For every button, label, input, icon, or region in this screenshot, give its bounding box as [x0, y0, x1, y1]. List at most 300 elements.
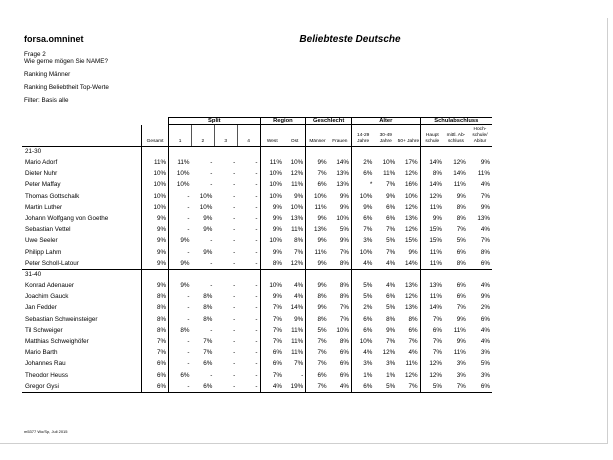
value-cell: 9% [142, 247, 169, 258]
value-cell: 1% [363, 371, 373, 379]
value-cell: 12% [453, 159, 466, 166]
value-cell: 10% [359, 338, 373, 346]
value-cell: 9% [284, 314, 306, 325]
value-cell: - [210, 282, 213, 290]
value-cell: 10% [199, 192, 213, 200]
value-cell: 9% [363, 203, 373, 211]
value-cell: - [237, 358, 260, 369]
value-cell: 6% [456, 282, 466, 290]
column-header: Gesamt [142, 125, 169, 147]
value-cell: 11% [397, 358, 420, 369]
person-name: Dieter Nuhr [22, 168, 142, 179]
value-cell: 12% [429, 371, 442, 379]
value-cell: 12% [382, 349, 396, 357]
value-cell: 7% [397, 336, 420, 347]
value-cell: 11% [429, 248, 442, 256]
person-name: Sebastian Schweinsteiger [22, 314, 142, 325]
value-cell: 8% [480, 248, 490, 256]
value-cell: 6% [352, 381, 375, 393]
value-cell: 7% [386, 248, 396, 256]
value-cell: - [237, 224, 260, 235]
column-header: 1 [169, 125, 192, 147]
column-header: Frauen [329, 125, 352, 147]
value-cell: 13% [397, 213, 420, 224]
value-cell: 7% [284, 247, 306, 258]
value-cell: 6% [363, 170, 373, 178]
table-row [22, 336, 492, 347]
value-cell: 10% [269, 192, 282, 200]
value-cell: 9% [480, 293, 490, 301]
column-header: Ost [284, 125, 306, 147]
value-cell: 4% [386, 259, 396, 267]
value-cell: 6% [329, 370, 352, 381]
value-cell: 11% [142, 157, 169, 168]
value-cell: 6% [329, 347, 352, 358]
value-cell: - [210, 326, 213, 334]
value-cell: 8% [317, 293, 327, 301]
value-cell: 9% [317, 237, 327, 245]
value-cell: 9% [456, 315, 466, 323]
value-cell: 7% [386, 181, 396, 189]
value-cell: 8% [456, 203, 466, 211]
value-cell: 12% [284, 258, 306, 270]
table-row [22, 347, 492, 358]
value-cell: 8% [329, 291, 352, 302]
value-cell: 7% [272, 315, 282, 323]
value-cell: - [237, 258, 260, 270]
value-cell: 12% [397, 168, 420, 179]
value-cell: 8% [456, 215, 466, 223]
section-header [22, 270, 492, 281]
value-cell: 13% [397, 280, 420, 291]
person-name: Mario Adorf [22, 157, 142, 168]
table-row [22, 280, 492, 291]
column-header: 3 [214, 125, 237, 147]
value-cell: 6% [329, 358, 352, 369]
value-cell: 6% [180, 371, 190, 379]
table-row [22, 302, 492, 313]
person-name: Philipp Lahm [22, 247, 142, 258]
value-cell: 9% [272, 215, 282, 223]
value-cell: 7% [317, 338, 327, 346]
value-cell: - [233, 360, 236, 368]
value-cell: 11% [284, 336, 306, 347]
value-cell: 8% [142, 291, 169, 302]
value-cell: 10% [397, 191, 420, 202]
ranking-kind: Ranking Beliebtheit Top-Werte [24, 84, 109, 91]
value-cell: 8% [386, 315, 396, 323]
value-cell: 6% [317, 181, 327, 189]
value-cell: 13% [314, 226, 327, 234]
value-cell: 6% [363, 315, 373, 323]
value-cell: 12% [397, 370, 420, 381]
value-cell: 9% [180, 259, 190, 267]
footer-note: m5377 Wo/Sp, Juli 2015 [24, 429, 68, 434]
brand-name: forsa.omninet [24, 34, 84, 44]
person-name: Martin Luther [22, 202, 142, 213]
person-name: Thomas Gottschalk [22, 191, 142, 202]
value-cell: 6% [386, 203, 396, 211]
value-cell: - [210, 259, 213, 267]
value-cell: 11% [284, 179, 306, 190]
page-edge-right [607, 18, 608, 443]
value-cell: 12% [397, 202, 420, 213]
value-cell: 14% [284, 302, 306, 313]
value-cell: 14% [329, 157, 352, 168]
value-cell: 5% [420, 381, 444, 393]
value-cell: 3% [480, 349, 490, 357]
value-cell: 5% [386, 237, 396, 245]
table-row [22, 314, 492, 325]
value-cell: 4% [363, 349, 373, 357]
value-cell: 10% [142, 202, 169, 213]
value-cell: 10% [329, 325, 352, 336]
value-cell: 10% [269, 237, 282, 245]
value-cell: 11% [477, 170, 490, 178]
column-header: West [260, 125, 284, 147]
value-cell: - [237, 168, 260, 179]
table-row [22, 224, 492, 235]
value-cell: 9% [142, 280, 169, 291]
value-cell: - [237, 213, 260, 224]
value-cell: - [187, 226, 190, 234]
value-cell: 8% [317, 315, 327, 323]
value-cell: 8% [142, 302, 169, 313]
value-cell: 8% [142, 314, 169, 325]
value-cell: - [233, 181, 236, 189]
value-cell: 13% [397, 302, 420, 313]
value-cell: 11% [453, 349, 466, 357]
value-cell: - [237, 280, 260, 291]
value-cell: - [210, 159, 213, 166]
column-header: 14-29 Jahre [352, 125, 375, 147]
value-cell: 9% [386, 192, 396, 200]
person-name: Peter Scholl-Latour [22, 258, 142, 270]
value-cell: 8% [329, 258, 352, 270]
value-cell: 10% [314, 192, 327, 200]
value-cell: 6% [480, 259, 490, 267]
table-row [22, 235, 492, 246]
value-cell: 7% [272, 371, 282, 379]
value-cell: 7% [329, 314, 352, 325]
value-cell: 4% [260, 381, 284, 393]
value-cell: 7% [329, 302, 352, 313]
value-cell: 9% [284, 191, 306, 202]
value-cell: 6% [203, 360, 213, 368]
value-cell: 13% [284, 213, 306, 224]
value-cell: 9% [480, 159, 490, 166]
value-cell: 9% [142, 258, 169, 270]
value-cell: 10% [382, 159, 396, 166]
value-cell: 3% [363, 237, 373, 245]
value-cell: 6% [456, 248, 466, 256]
value-cell: 4% [480, 338, 490, 346]
value-cell: 6% [317, 371, 327, 379]
person-name: Konrad Adenauer [22, 280, 142, 291]
group-region: Region [260, 118, 306, 125]
value-cell: 14% [429, 159, 442, 166]
value-cell: 7% [456, 226, 466, 234]
value-cell: 6% [432, 326, 442, 334]
table-row [22, 381, 492, 393]
column-header: mittl. Ab- schluss [444, 125, 468, 147]
person-name: Johannes Rau [22, 358, 142, 369]
value-cell: 9% [329, 202, 352, 213]
report-title: Beliebteste Deutsche [299, 34, 401, 45]
value-cell: 7% [363, 226, 373, 234]
value-cell: 5% [363, 293, 373, 301]
question-number: Frage 2 [24, 51, 46, 58]
filter-text: Filter: Basis alle [24, 97, 69, 104]
value-cell: 2% [363, 304, 373, 312]
value-cell: 2% [480, 304, 490, 312]
value-cell: 8% [180, 326, 190, 334]
value-cell: 7% [397, 381, 420, 393]
value-cell: 15% [397, 235, 420, 246]
value-cell: 7% [432, 315, 442, 323]
value-cell: 11% [284, 224, 306, 235]
value-cell: - [187, 338, 190, 346]
value-cell: 10% [176, 170, 190, 178]
value-cell: - [237, 179, 260, 190]
value-cell: 11% [429, 293, 442, 301]
value-cell: 13% [329, 168, 352, 179]
value-cell: - [214, 381, 237, 393]
value-cell: - [187, 203, 190, 211]
value-cell: 10% [269, 282, 282, 290]
value-cell: - [233, 192, 236, 200]
value-cell: 9% [272, 248, 282, 256]
value-cell: 7% [306, 381, 329, 393]
value-cell: 9% [480, 203, 490, 211]
person-name: Sebastian Vettel [22, 224, 142, 235]
value-cell: 6% [191, 381, 214, 393]
column-header: Hoch- schule/ Abitur [468, 125, 492, 147]
table-row [22, 370, 492, 381]
column-header: 4 [237, 125, 260, 147]
value-cell: - [233, 282, 236, 290]
value-cell: 6% [363, 215, 373, 223]
column-header: Männer [306, 125, 329, 147]
value-cell: 11% [314, 248, 327, 256]
value-cell: 9% [317, 304, 327, 312]
ranking-group: Ranking Männer [24, 71, 71, 78]
value-cell: 9% [386, 326, 396, 334]
value-cell: 8% [142, 325, 169, 336]
person-name: Til Schweiger [22, 325, 142, 336]
value-cell: 7% [480, 192, 490, 200]
value-cell: - [233, 293, 236, 301]
value-cell: - [233, 170, 236, 178]
value-cell: 11% [383, 170, 396, 178]
value-cell: - [187, 192, 190, 200]
column-header-row [22, 125, 492, 147]
value-cell: 10% [359, 192, 373, 200]
section-header [22, 147, 492, 158]
value-cell: - [233, 248, 236, 256]
value-cell: 10% [359, 248, 373, 256]
value-cell: 7% [317, 360, 327, 368]
value-cell: 7% [432, 338, 442, 346]
value-cell: 6% [456, 293, 466, 301]
value-cell: 16% [397, 179, 420, 190]
group-school: Schulabschluss [420, 118, 492, 125]
value-cell: 7% [142, 347, 169, 358]
value-cell: 9% [456, 192, 466, 200]
value-cell: 10% [284, 202, 306, 213]
value-cell: - [187, 248, 190, 256]
value-cell: - [237, 336, 260, 347]
value-cell: 4% [363, 259, 373, 267]
value-cell: - [187, 293, 190, 301]
value-cell: - [233, 371, 236, 379]
value-cell: - [233, 259, 236, 267]
section-label: 21-30 [22, 147, 142, 158]
value-cell: 6% [272, 360, 282, 368]
value-cell: 8% [329, 280, 352, 291]
table-row [22, 247, 492, 258]
value-cell: 9% [397, 247, 420, 258]
value-cell: 9% [317, 259, 327, 267]
value-cell: 4% [284, 280, 306, 291]
column-header: 2 [191, 125, 214, 147]
value-cell: 19% [284, 381, 306, 393]
value-cell: 12% [429, 360, 442, 368]
value-cell: 3% [480, 371, 490, 379]
table-row [22, 358, 492, 369]
value-cell: 14% [453, 170, 466, 178]
value-cell: 9% [456, 338, 466, 346]
table-row [22, 179, 492, 190]
value-cell: * [369, 181, 373, 189]
value-cell: 7% [272, 326, 282, 334]
value-cell: - [233, 338, 236, 346]
value-cell: 5% [329, 224, 352, 235]
value-cell: 5% [480, 360, 490, 368]
page-edge-bottom [0, 443, 608, 444]
value-cell: 7% [284, 358, 306, 369]
person-name: Gregor Gysi [22, 381, 142, 393]
value-cell: - [233, 349, 236, 357]
value-cell: 7% [329, 247, 352, 258]
person-name: Joachim Gauck [22, 291, 142, 302]
value-cell: 3% [363, 360, 373, 368]
table-row [22, 157, 492, 168]
value-cell: 8% [203, 315, 213, 323]
value-cell: 13% [477, 215, 490, 223]
value-cell: 5% [317, 326, 327, 334]
value-cell: 12% [429, 192, 442, 200]
value-cell: - [169, 381, 192, 393]
value-cell: 6% [468, 381, 492, 393]
person-name: Jan Fedder [22, 302, 142, 313]
column-header: 50+ Jahre [397, 125, 420, 147]
section-label: 31-40 [22, 270, 142, 281]
value-cell: 4% [480, 226, 490, 234]
value-cell: - [284, 370, 306, 381]
person-name: Johann Wolfgang von Goethe [22, 213, 142, 224]
value-cell: 9% [203, 215, 213, 223]
value-cell: 14% [397, 258, 420, 270]
value-cell: - [210, 237, 213, 245]
value-cell: 8% [284, 235, 306, 246]
value-cell: 4% [480, 326, 490, 334]
value-cell: - [233, 215, 236, 223]
value-cell: 4% [386, 282, 396, 290]
value-cell: - [233, 159, 236, 166]
value-cell: - [237, 291, 260, 302]
table-row [22, 213, 492, 224]
value-cell: 7% [456, 304, 466, 312]
person-name: Uwe Seeler [22, 235, 142, 246]
value-cell: 10% [142, 179, 169, 190]
table-row [22, 191, 492, 202]
value-cell: 9% [329, 191, 352, 202]
value-cell: 11% [177, 159, 190, 166]
value-cell: - [237, 325, 260, 336]
value-cell: 11% [453, 181, 466, 189]
value-cell: 5% [363, 282, 373, 290]
group-split: Split [169, 118, 260, 125]
value-cell: - [233, 315, 236, 323]
value-cell: - [237, 347, 260, 358]
group-gender: Geschlecht [306, 118, 352, 125]
value-cell: 5% [456, 237, 466, 245]
value-cell: 9% [142, 224, 169, 235]
table-row [22, 291, 492, 302]
column-header: 30-49 Jahre [374, 125, 397, 147]
value-cell: 7% [272, 338, 282, 346]
value-cell: - [187, 315, 190, 323]
value-cell: 4% [329, 381, 352, 393]
value-cell: 15% [429, 237, 442, 245]
value-cell: - [237, 302, 260, 313]
value-cell: 11% [314, 203, 327, 211]
value-cell: 9% [272, 293, 282, 301]
group-header-row [22, 118, 492, 125]
value-cell: - [237, 157, 260, 168]
value-cell: 6% [397, 325, 420, 336]
value-cell: 7% [386, 226, 396, 234]
value-cell: 9% [317, 159, 327, 166]
value-cell: 10% [269, 170, 282, 178]
value-cell: 9% [432, 215, 442, 223]
person-name: Matthias Schweighöfer [22, 336, 142, 347]
value-cell: 8% [432, 170, 442, 178]
value-cell: - [210, 170, 213, 178]
value-cell: 12% [284, 168, 306, 179]
value-cell: 9% [142, 235, 169, 246]
value-cell: 7% [203, 338, 213, 346]
value-cell: 1% [386, 371, 396, 379]
value-cell: 9% [317, 282, 327, 290]
value-cell: 11% [269, 159, 282, 166]
value-cell: 7% [480, 237, 490, 245]
value-cell: 6% [142, 358, 169, 369]
value-cell: 10% [176, 181, 190, 189]
value-cell: 2% [363, 159, 373, 166]
person-name: Mario Barth [22, 347, 142, 358]
value-cell: 8% [272, 259, 282, 267]
value-cell: 3% [456, 371, 466, 379]
value-cell: - [187, 304, 190, 312]
value-cell: 14% [429, 304, 442, 312]
value-cell: - [237, 235, 260, 246]
value-cell: 8% [397, 314, 420, 325]
value-cell: 7% [317, 170, 327, 178]
results-table [22, 117, 492, 393]
value-cell: - [233, 326, 236, 334]
